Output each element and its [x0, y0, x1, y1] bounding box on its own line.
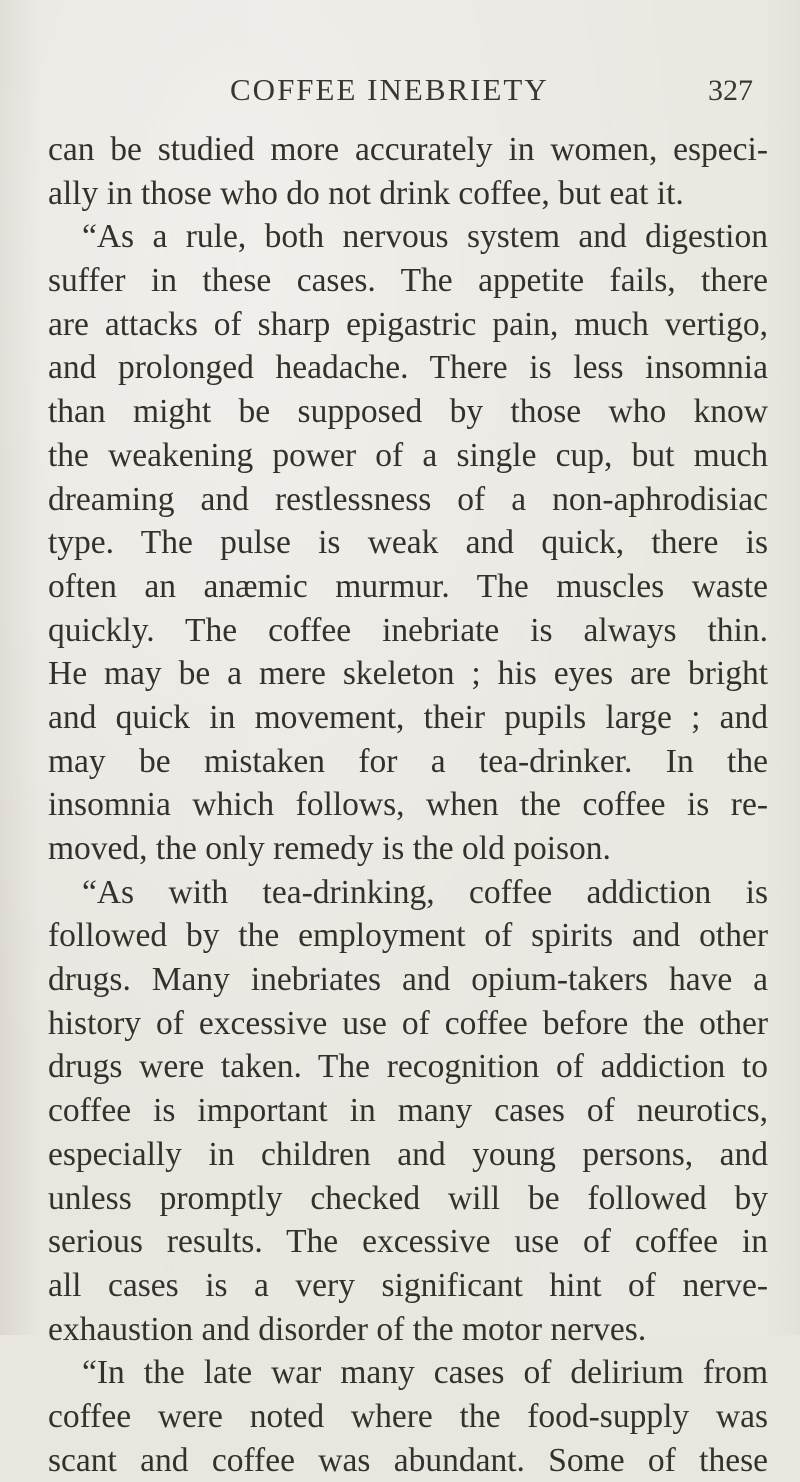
text-line: suffer in these cases. The appetite fails, there — [48, 262, 768, 300]
text-line: especially in children and young persons, and — [48, 1135, 768, 1173]
text-line: and quick in movement, their pupils large ; and — [48, 698, 768, 736]
paragraph-first-line: “As a rule, both nervous system and digestion — [82, 218, 768, 256]
text-line: He may be a mere skeleton ; his eyes are bright — [48, 655, 768, 693]
text-line: ally in those who do not drink coffee, but eat it. — [48, 174, 684, 212]
text-line: quickly. The coffee inebriate is always thin. — [48, 611, 768, 649]
text-line: coffee were noted where the food-supply was — [48, 1397, 768, 1435]
paragraph-first-line: “In the late war many cases of delirium from — [82, 1354, 768, 1392]
text-line: are attacks of sharp epigastric pain, much vertigo, — [48, 305, 768, 343]
text-line: can be studied more accurately in women, especi- — [48, 131, 768, 168]
text-line: dreaming and restlessness of a non-aphrodisiac — [48, 480, 768, 518]
running-head — [0, 72, 800, 122]
text-line: often an anæmic murmur. The muscles waste — [48, 567, 768, 605]
text-line: drugs. Many inebriates and opium-takers have a — [48, 961, 768, 999]
text-line: may be mistaken for a tea-drinker. In the — [48, 742, 768, 780]
text-line: scant and coffee was abundant. Some of these — [48, 1441, 768, 1479]
text-line: and prolonged headache. There is less insomnia — [48, 349, 768, 387]
text-line: than might be supposed by those who know — [48, 393, 768, 431]
page-number: 327 — [708, 74, 753, 107]
running-title: COFFEE INEBRIETY — [230, 72, 549, 107]
text-line: type. The pulse is weak and quick, there is — [48, 524, 768, 562]
paragraph-first-line: “As with tea-drinking, coffee addiction is — [82, 873, 768, 911]
text-line: drugs were taken. The recognition of addiction to — [48, 1048, 768, 1086]
text-line: exhaustion and disorder of the motor nerves. — [48, 1310, 647, 1348]
text-line: insomnia which follows, when the coffee is re- — [48, 786, 768, 824]
text-line: serious results. The excessive use of coffee in — [48, 1223, 768, 1261]
text-line: followed by the employment of spirits and other — [48, 917, 768, 955]
text-line: history of excessive use of coffee before the other — [48, 1004, 768, 1042]
text-line: coffee is important in many cases of neurotics, — [48, 1092, 768, 1130]
text-line: the weakening power of a single cup, but much — [48, 436, 768, 474]
body-text — [48, 128, 768, 1482]
text-line: unless promptly checked will be followed by — [48, 1179, 768, 1217]
text-line: moved, the only remedy is the old poison. — [48, 830, 611, 867]
text-line: all cases is a very significant hint of nerve- — [48, 1266, 768, 1304]
